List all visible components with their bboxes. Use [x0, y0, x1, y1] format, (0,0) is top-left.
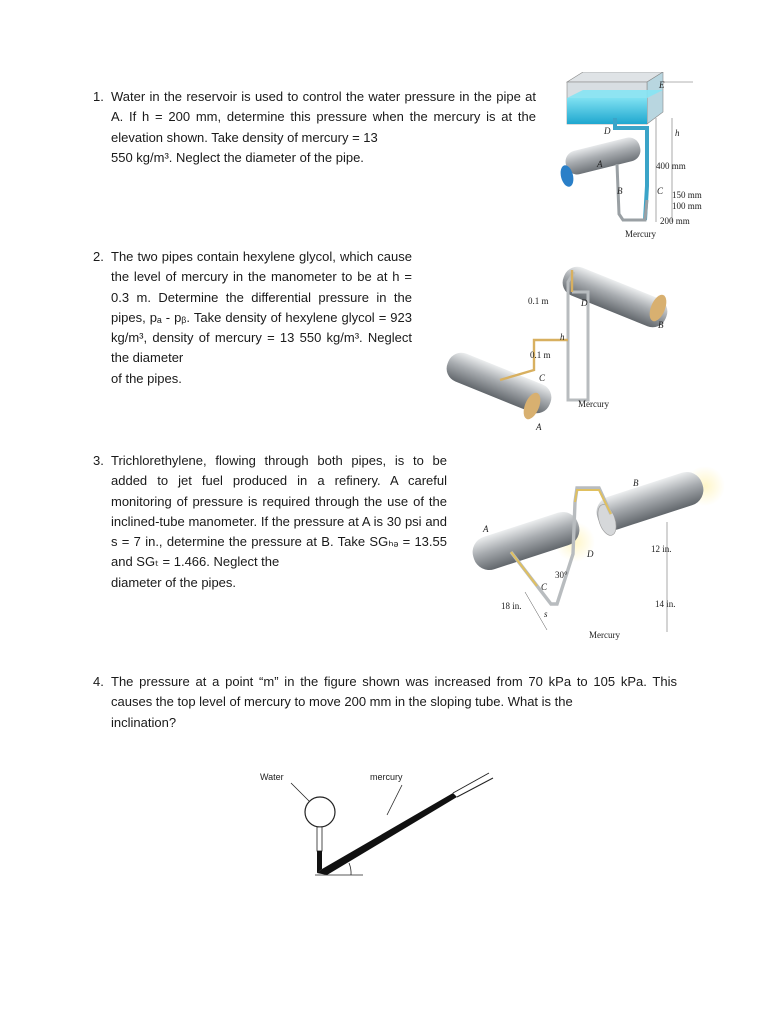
dim-12in: 12 in.	[651, 544, 672, 554]
problem-number: 4.	[93, 674, 104, 689]
pipe-a	[563, 135, 643, 177]
dim-14in: 14 in.	[655, 599, 676, 609]
line: Water in the reservoir is used to control the water pressure in the	[111, 89, 492, 104]
pipe-a	[468, 508, 583, 574]
problem-number: 1.	[93, 89, 104, 104]
label-h: h	[675, 128, 680, 138]
line: the inclined-tube manometer. If the pressure at A is	[111, 493, 447, 529]
problem-text	[111, 672, 677, 733]
dim-18in: 18 in.	[501, 601, 522, 611]
dim-150mm: 150 mm	[672, 190, 702, 200]
label-h: h	[560, 332, 565, 342]
label-mercury: Mercury	[589, 630, 620, 640]
label-mercury: Mercury	[625, 229, 656, 239]
dim-100mm: 100 mm	[672, 201, 702, 211]
problem-number: 3.	[93, 453, 104, 468]
label-mercury: Mercury	[578, 399, 609, 409]
label-a: A	[597, 159, 603, 169]
line: monitoring of pressure is required through the use of	[111, 493, 424, 509]
water-column	[317, 827, 322, 851]
line: of the pipes.	[111, 370, 182, 386]
tank-top	[567, 72, 663, 82]
water-surface	[567, 90, 663, 98]
label-b: B	[658, 320, 664, 330]
figure-4-sloping-manometer	[255, 765, 505, 880]
label-a: A	[483, 524, 489, 534]
label-s: s	[544, 609, 548, 619]
line: The pressure at a point “m” in the figure shown was increased from 70 kPa to 105 kPa.	[111, 674, 647, 689]
line: mercury is at the elevation shown. Take density of mercury = 13	[111, 109, 536, 145]
problem-text	[111, 247, 412, 389]
line: pressure in the pipes, pₐ - pᵦ. Take density of	[111, 289, 412, 325]
figure-3-inclined-manometer	[465, 462, 725, 642]
problem-text	[111, 451, 447, 593]
label-d: D	[604, 126, 611, 136]
dim-0-1m-bottom: 0.1 m	[530, 350, 551, 360]
label-c: C	[657, 186, 664, 196]
line: pipe at A. If h = 200 mm, determine this pressure when the	[111, 89, 536, 125]
line: be at h = 0.3 m. Determine the differential	[111, 269, 412, 305]
line: 30 psi and s = 7 in., determine the pressure at B.	[111, 513, 448, 550]
label-c: C	[541, 582, 548, 592]
label-b: B	[633, 478, 639, 488]
line: added to jet fuel produced in a refinery. A careful	[111, 473, 447, 489]
line: 550 kg/m³. Neglect the diameter of the pipe.	[111, 149, 364, 165]
pointer-water	[291, 783, 311, 803]
dim-400mm: 400 mm	[656, 161, 686, 171]
label-water: Water	[260, 772, 284, 782]
dim-0-1m-top: 0.1 m	[528, 296, 549, 306]
dim-200mm: 200 mm	[660, 216, 690, 226]
line: Trichlorethylene, flowing through both pipes, is to be	[111, 453, 447, 468]
sloping-mercury	[317, 793, 457, 875]
problem-number: 2.	[93, 249, 104, 264]
angle-arc	[349, 863, 351, 875]
line: diameter of the pipes.	[111, 574, 237, 590]
line: This causes the top level of mercury to move 200 mm in the sloping tube. What is the	[111, 674, 677, 710]
line: inclination?	[111, 714, 177, 730]
figure-2-differential-manometer	[440, 240, 680, 435]
label-b: B	[617, 186, 623, 196]
line: hexylene glycol = 923 kg/m³, density of	[111, 309, 412, 346]
problem-text	[111, 87, 536, 168]
angle-30: 30°	[555, 570, 568, 580]
line: Take SGₕₔ = 13.55 and SGₜ = 1.466. Neglect the	[111, 534, 447, 570]
label-a: A	[536, 422, 542, 432]
label-mercury: mercury	[370, 772, 403, 782]
label-c: C	[539, 373, 546, 383]
line: cause the level of mercury in the manometer to	[111, 249, 412, 285]
water	[567, 98, 647, 124]
line: The two pipes contain hexylene glycol, which	[111, 249, 374, 264]
figure-1-reservoir-manometer	[555, 72, 715, 247]
label-e: E	[659, 80, 665, 90]
line: mercury = 13 550 kg/m³. Neglect the diameter	[111, 330, 412, 366]
label-d: D	[587, 549, 594, 559]
pointer-mercury	[387, 785, 402, 815]
label-d: D	[581, 298, 588, 308]
bulb	[305, 797, 335, 827]
